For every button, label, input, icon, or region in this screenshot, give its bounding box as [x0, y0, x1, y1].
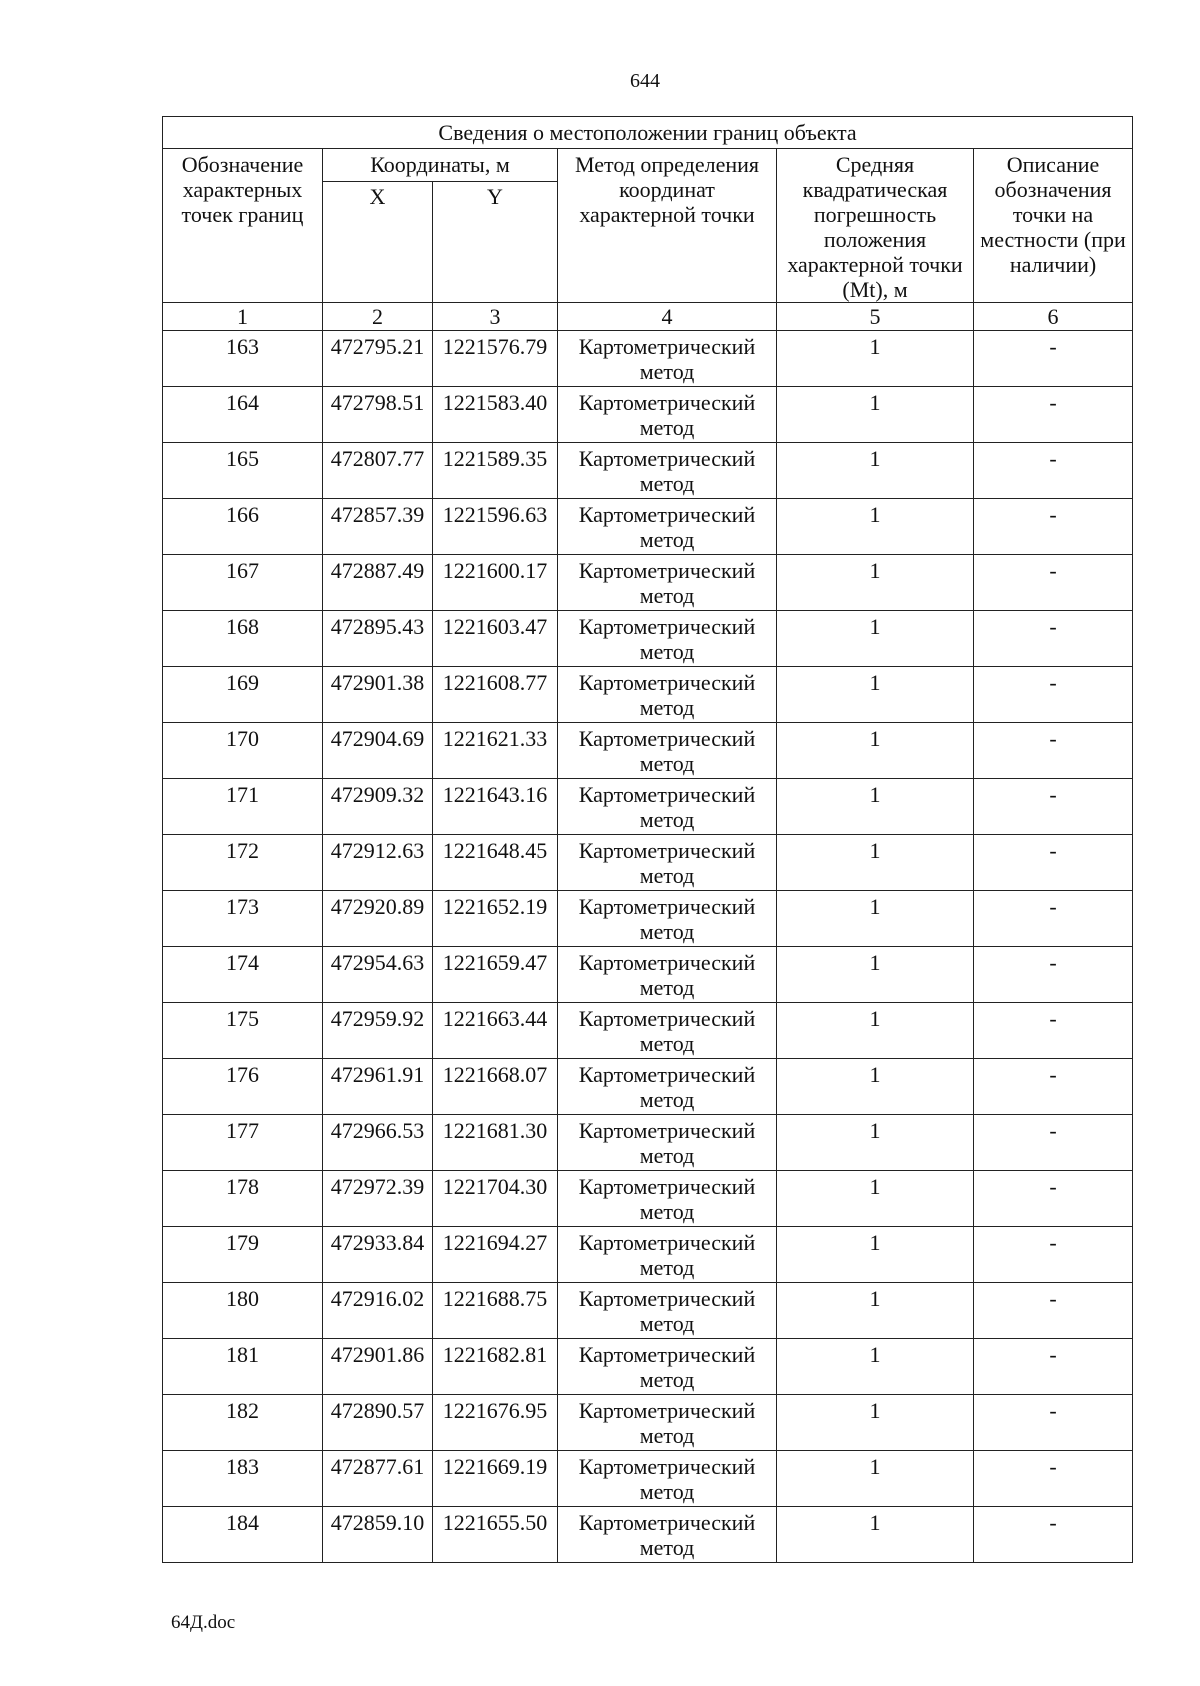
cell-x: 472895.43 [323, 611, 433, 667]
table-row [163, 667, 1133, 723]
cell-x: 472933.84 [323, 1227, 433, 1283]
table-row [163, 1059, 1133, 1115]
cell-description: - [974, 1283, 1133, 1339]
cell-point-id: 166 [163, 499, 323, 555]
cell-description: - [974, 1059, 1133, 1115]
cell-description: - [974, 555, 1133, 611]
cell-y: 1221676.95 [433, 1395, 558, 1451]
table-row [163, 499, 1133, 555]
cell-point-id: 175 [163, 1003, 323, 1059]
cell-x: 472954.63 [323, 947, 433, 1003]
column-number: 6 [974, 303, 1133, 331]
cell-description: - [974, 1451, 1133, 1507]
cell-point-id: 182 [163, 1395, 323, 1451]
cell-error: 1 [777, 555, 974, 611]
cell-error: 1 [777, 947, 974, 1003]
cell-error: 1 [777, 331, 974, 387]
cell-y: 1221669.19 [433, 1451, 558, 1507]
page-number: 644 [630, 70, 660, 92]
cell-y: 1221621.33 [433, 723, 558, 779]
column-number: 3 [433, 303, 558, 331]
cell-point-id: 176 [163, 1059, 323, 1115]
cell-y: 1221608.77 [433, 667, 558, 723]
header-row-1 [163, 149, 1133, 182]
cell-point-id: 167 [163, 555, 323, 611]
cell-error: 1 [777, 387, 974, 443]
cell-point-id: 171 [163, 779, 323, 835]
cell-method: Картометрический метод [558, 387, 777, 443]
cell-y: 1221652.19 [433, 891, 558, 947]
table-row [163, 835, 1133, 891]
cell-method: Картометрический метод [558, 947, 777, 1003]
cell-point-id: 170 [163, 723, 323, 779]
cell-y: 1221596.63 [433, 499, 558, 555]
cell-description: - [974, 331, 1133, 387]
cell-x: 472961.91 [323, 1059, 433, 1115]
cell-x: 472920.89 [323, 891, 433, 947]
table-row [163, 1395, 1133, 1451]
cell-y: 1221688.75 [433, 1283, 558, 1339]
cell-y: 1221663.44 [433, 1003, 558, 1059]
boundary-coordinates-table [162, 116, 1133, 1563]
cell-error: 1 [777, 1115, 974, 1171]
cell-error: 1 [777, 667, 974, 723]
header-method: Метод определения координат характерной точки [558, 149, 777, 303]
cell-error: 1 [777, 1171, 974, 1227]
column-number: 1 [163, 303, 323, 331]
table-row [163, 891, 1133, 947]
cell-point-id: 179 [163, 1227, 323, 1283]
cell-method: Картометрический метод [558, 1003, 777, 1059]
table-body [163, 331, 1133, 1563]
cell-description: - [974, 499, 1133, 555]
cell-method: Картометрический метод [558, 1115, 777, 1171]
cell-y: 1221576.79 [433, 331, 558, 387]
cell-method: Картометрический метод [558, 331, 777, 387]
table-row [163, 1507, 1133, 1563]
table-row [163, 1283, 1133, 1339]
cell-x: 472807.77 [323, 443, 433, 499]
cell-x: 472901.38 [323, 667, 433, 723]
column-number: 4 [558, 303, 777, 331]
header-point: Обозначение характерных точек границ [163, 149, 323, 303]
cell-error: 1 [777, 1283, 974, 1339]
cell-y: 1221682.81 [433, 1339, 558, 1395]
cell-x: 472901.86 [323, 1339, 433, 1395]
cell-point-id: 164 [163, 387, 323, 443]
cell-point-id: 174 [163, 947, 323, 1003]
table-row [163, 947, 1133, 1003]
cell-description: - [974, 387, 1133, 443]
cell-x: 472966.53 [323, 1115, 433, 1171]
cell-x: 472798.51 [323, 387, 433, 443]
cell-method: Картометрический метод [558, 1395, 777, 1451]
file-name-footer: 64Д.doc [171, 1612, 236, 1633]
cell-error: 1 [777, 1395, 974, 1451]
cell-description: - [974, 947, 1133, 1003]
cell-description: - [974, 1395, 1133, 1451]
cell-y: 1221643.16 [433, 779, 558, 835]
cell-method: Картометрический метод [558, 555, 777, 611]
table-row [163, 331, 1133, 387]
cell-point-id: 180 [163, 1283, 323, 1339]
cell-error: 1 [777, 1059, 974, 1115]
table-row [163, 1171, 1133, 1227]
cell-y: 1221694.27 [433, 1227, 558, 1283]
cell-x: 472859.10 [323, 1507, 433, 1563]
cell-error: 1 [777, 1451, 974, 1507]
table-row [163, 1003, 1133, 1059]
cell-point-id: 169 [163, 667, 323, 723]
cell-y: 1221589.35 [433, 443, 558, 499]
cell-error: 1 [777, 1003, 974, 1059]
cell-error: 1 [777, 1227, 974, 1283]
cell-method: Картометрический метод [558, 1283, 777, 1339]
cell-error: 1 [777, 1507, 974, 1563]
table-row [163, 1451, 1133, 1507]
cell-description: - [974, 1115, 1133, 1171]
cell-method: Картометрический метод [558, 835, 777, 891]
cell-point-id: 173 [163, 891, 323, 947]
cell-point-id: 177 [163, 1115, 323, 1171]
cell-y: 1221655.50 [433, 1507, 558, 1563]
cell-error: 1 [777, 723, 974, 779]
cell-y: 1221603.47 [433, 611, 558, 667]
cell-point-id: 172 [163, 835, 323, 891]
cell-point-id: 183 [163, 1451, 323, 1507]
cell-method: Картометрический метод [558, 779, 777, 835]
table-row [163, 555, 1133, 611]
column-number: 2 [323, 303, 433, 331]
cell-error: 1 [777, 1339, 974, 1395]
cell-description: - [974, 1171, 1133, 1227]
cell-point-id: 184 [163, 1507, 323, 1563]
cell-description: - [974, 1339, 1133, 1395]
cell-x: 472877.61 [323, 1451, 433, 1507]
cell-y: 1221659.47 [433, 947, 558, 1003]
cell-method: Картометрический метод [558, 1339, 777, 1395]
header-x: X [323, 182, 433, 303]
cell-description: - [974, 1003, 1133, 1059]
cell-x: 472972.39 [323, 1171, 433, 1227]
cell-method: Картометрический метод [558, 1451, 777, 1507]
cell-method: Картометрический метод [558, 1171, 777, 1227]
column-numbers-row [163, 303, 1133, 331]
cell-method: Картометрический метод [558, 1507, 777, 1563]
cell-point-id: 163 [163, 331, 323, 387]
caption-row [163, 117, 1133, 149]
cell-description: - [974, 891, 1133, 947]
cell-method: Картометрический метод [558, 1227, 777, 1283]
cell-y: 1221668.07 [433, 1059, 558, 1115]
cell-description: - [974, 611, 1133, 667]
cell-description: - [974, 1507, 1133, 1563]
cell-method: Картометрический метод [558, 611, 777, 667]
cell-point-id: 181 [163, 1339, 323, 1395]
cell-x: 472909.32 [323, 779, 433, 835]
cell-point-id: 168 [163, 611, 323, 667]
cell-x: 472912.63 [323, 835, 433, 891]
cell-error: 1 [777, 779, 974, 835]
cell-error: 1 [777, 835, 974, 891]
cell-x: 472959.92 [323, 1003, 433, 1059]
column-number: 5 [777, 303, 974, 331]
table-row [163, 1115, 1133, 1171]
cell-y: 1221648.45 [433, 835, 558, 891]
cell-y: 1221600.17 [433, 555, 558, 611]
table-row [163, 1227, 1133, 1283]
header-y: Y [433, 182, 558, 303]
cell-method: Картометрический метод [558, 667, 777, 723]
table-caption: Сведения о местоположении границ объекта [163, 117, 1133, 149]
cell-y: 1221583.40 [433, 387, 558, 443]
cell-method: Картометрический метод [558, 723, 777, 779]
table-row [163, 443, 1133, 499]
cell-x: 472887.49 [323, 555, 433, 611]
cell-y: 1221704.30 [433, 1171, 558, 1227]
header-description: Описание обозначения точки на местности (при наличии) [974, 149, 1133, 303]
cell-error: 1 [777, 499, 974, 555]
cell-description: - [974, 443, 1133, 499]
cell-point-id: 178 [163, 1171, 323, 1227]
cell-description: - [974, 667, 1133, 723]
boundary-table-container [162, 116, 1132, 1563]
table-row [163, 779, 1133, 835]
table-header [163, 117, 1133, 331]
cell-method: Картометрический метод [558, 891, 777, 947]
cell-description: - [974, 835, 1133, 891]
table-row [163, 387, 1133, 443]
table-row [163, 1339, 1133, 1395]
cell-error: 1 [777, 891, 974, 947]
cell-x: 472795.21 [323, 331, 433, 387]
cell-x: 472904.69 [323, 723, 433, 779]
cell-error: 1 [777, 443, 974, 499]
header-error: Средняя квадратическая погрешность положения характерной точки (Mt), м [777, 149, 974, 303]
cell-point-id: 165 [163, 443, 323, 499]
cell-description: - [974, 1227, 1133, 1283]
cell-description: - [974, 779, 1133, 835]
table-row [163, 611, 1133, 667]
cell-x: 472890.57 [323, 1395, 433, 1451]
header-coordinates: Координаты, м [323, 149, 558, 182]
cell-x: 472916.02 [323, 1283, 433, 1339]
cell-error: 1 [777, 611, 974, 667]
cell-x: 472857.39 [323, 499, 433, 555]
cell-method: Картометрический метод [558, 499, 777, 555]
table-row [163, 723, 1133, 779]
cell-description: - [974, 723, 1133, 779]
cell-y: 1221681.30 [433, 1115, 558, 1171]
cell-method: Картометрический метод [558, 443, 777, 499]
cell-method: Картометрический метод [558, 1059, 777, 1115]
